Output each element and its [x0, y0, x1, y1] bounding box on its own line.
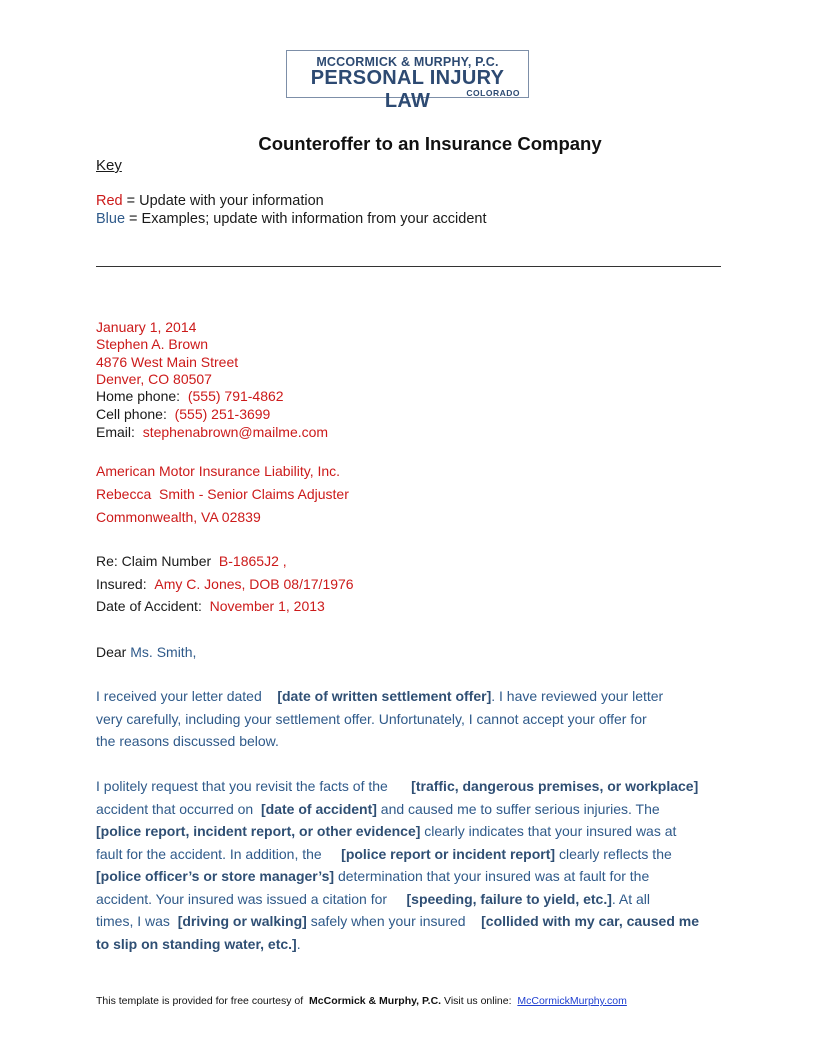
- sender-email: [96, 424, 328, 441]
- footer-firm: McCormick & Murphy, P.C.: [309, 995, 442, 1007]
- logo-practice: PERSONAL INJURY LAW: [310, 67, 505, 112]
- email-value: stephenabrown@mailme.com: [142, 424, 329, 440]
- placeholder-accident-date: [date of accident]: [261, 800, 377, 817]
- para2-line1: I politely request that you revisit the facts of the [traffic, dangerous premises, or workplace]: [96, 778, 699, 794]
- document-title: Counteroffer to an Insurance Company: [258, 133, 602, 154]
- home-phone-value: (555) 791-4862: [187, 388, 284, 404]
- placeholder-accident-type: [traffic, dangerous premises, or workplace]: [411, 778, 699, 794]
- placeholder-collision: [collided with my car, caused me: [481, 913, 699, 929]
- insured-value: Amy C. Jones, DOB 08/17/1976: [154, 576, 354, 592]
- email-label: Email:: [96, 424, 135, 440]
- salutation-name: Ms. Smith,: [130, 644, 197, 660]
- sender-city: Denver, CO 80507: [96, 371, 212, 387]
- re-insured-line: [96, 576, 354, 593]
- accident-date-value: November 1, 2013: [209, 598, 325, 614]
- para2-line7: times, I was [driving or walking] safely when your insured [collided with my car, caused me: [96, 913, 699, 929]
- recipient-company: American Motor Insurance Liability, Inc.: [96, 463, 341, 479]
- logo-state: COLORADO: [466, 88, 520, 98]
- cell-phone-label: Cell phone:: [96, 406, 167, 422]
- recipient-city: Commonwealth, VA 02839: [96, 509, 261, 525]
- para2-line8: to slip on standing water, etc.].: [96, 935, 301, 952]
- sender-home-phone: [96, 388, 284, 405]
- key-blue-line: [96, 211, 487, 228]
- salutation: [96, 644, 196, 661]
- company-logo: [286, 50, 529, 112]
- salutation-dear: Dear: [96, 644, 127, 660]
- logo-firm-name: MCCORMICK & MURPHY, P.C.: [316, 55, 499, 69]
- para2-line6: accident. Your insured was issued a citation for [speeding, failure to yield, etc.]. At all: [96, 890, 651, 907]
- key-red-word: Red: [96, 193, 123, 209]
- accident-date-label: Date of Accident:: [96, 598, 202, 614]
- para2-line4: fault for the accident. In addition, the [police report or incident report] clearly reflects the: [96, 845, 672, 862]
- key-red-line: [96, 193, 324, 210]
- placeholder-evidence: [police report, incident report, or other evidence]: [96, 823, 421, 839]
- letter-date: January 1, 2014: [96, 319, 197, 335]
- recipient-person: Rebecca Smith - Senior Claims Adjuster: [96, 486, 349, 502]
- para1-line3: the reasons discussed below.: [96, 733, 279, 749]
- para1-line1: I received your letter dated [date of written settlement offer]. I have reviewed your letter: [96, 688, 664, 704]
- paragraph-2: [96, 775, 699, 955]
- para1-line2: very carefully, including your settlement offer. Unfortunately, I cannot accept your offer for: [96, 710, 647, 727]
- cell-phone-value: (555) 251-3699: [174, 406, 271, 422]
- placeholder-citation: [speeding, failure to yield, etc.]: [406, 890, 612, 907]
- re-claim-line: [96, 553, 287, 570]
- footer-note: This template is provided for free courtesy of McCormick & Murphy, P.C. Visit us online: McCormickMurphy.com: [96, 995, 627, 1007]
- home-phone-label: Home phone:: [96, 388, 181, 404]
- sender-street: 4876 West Main Street: [96, 354, 239, 370]
- placeholder-officer: [police officer’s or store manager’s]: [96, 868, 335, 884]
- paragraph-1: [96, 685, 663, 753]
- placeholder-settlement-date: [date of written settlement offer]: [277, 688, 492, 704]
- sender-name: Stephen A. Brown: [96, 336, 209, 352]
- placeholder-report: [police report or incident report]: [341, 845, 556, 862]
- key-blue-desc: = Examples; update with information from your accident: [125, 211, 487, 227]
- re-accident-date-line: [96, 598, 325, 615]
- para2-line2: accident that occurred on [date of accident] and caused me to suffer serious injuries. The: [96, 800, 660, 817]
- placeholder-driving-walking: [driving or walking]: [177, 913, 307, 929]
- key-blue-word: Blue: [96, 211, 126, 227]
- para2-line3: [police report, incident report, or other evidence] clearly indicates that your insured was at: [96, 823, 677, 839]
- sender-cell-phone: [96, 406, 270, 423]
- divider-rule: [96, 266, 721, 267]
- key-heading: Key: [96, 157, 122, 174]
- key-red-desc: = Update with your information: [122, 193, 324, 209]
- para2-line5: [police officer’s or store manager’s] determination that your insured was at fault for the: [96, 868, 650, 884]
- footer-website-link[interactable]: McCormickMurphy.com: [517, 995, 627, 1007]
- insured-label: Insured:: [96, 576, 147, 592]
- claim-label: Re: Claim Number: [96, 553, 212, 569]
- claim-value: B-1865J2 ,: [218, 553, 287, 569]
